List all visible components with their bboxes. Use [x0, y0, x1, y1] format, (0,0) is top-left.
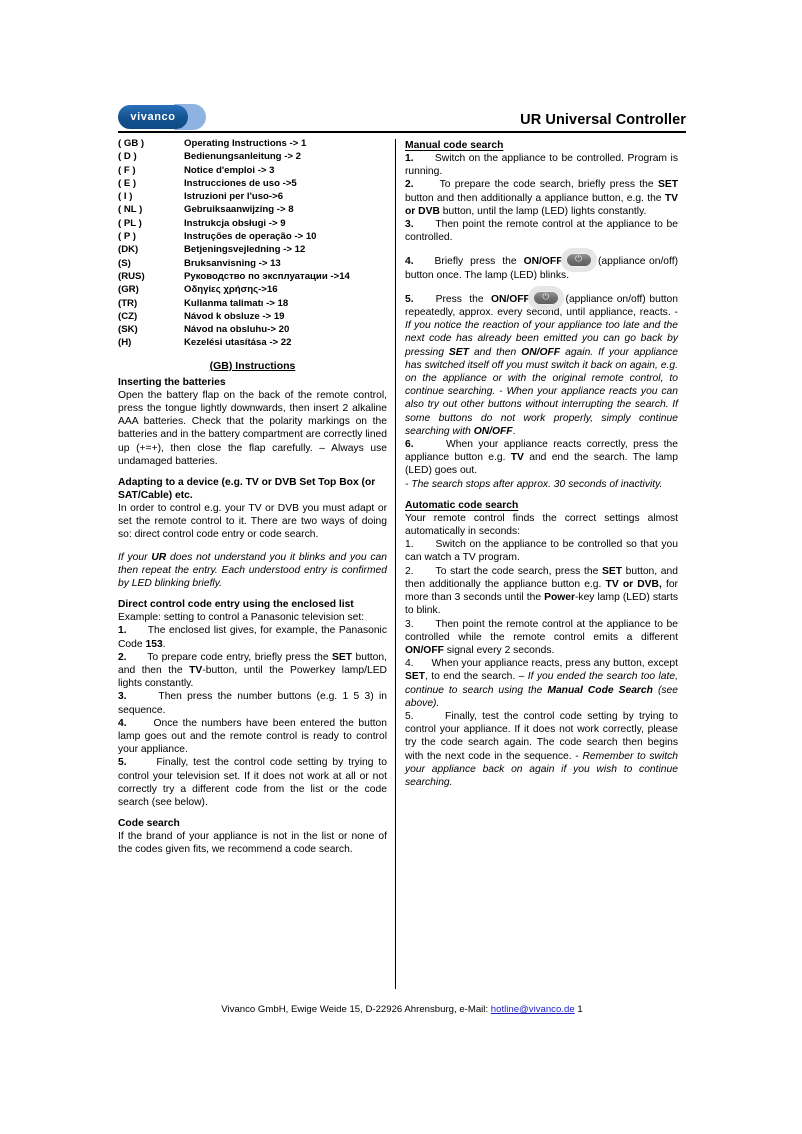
- paragraph-ur-blink-note: If your UR does not understand you it blinks and you can then repeat the entry. Each understood entry is confirmed by LED blinking briefly.: [118, 551, 387, 589]
- page-footer: [118, 1004, 686, 1016]
- paragraph-direct-step-2: 2. To prepare code entry, briefly press the SET button, and then the TV-button, until the Powerkey lamp/LED lights constantly.: [118, 651, 387, 690]
- language-code: ( GB ): [118, 138, 145, 149]
- language-title: Kullanma talimatı -> 18: [184, 297, 289, 309]
- page-header: [118, 98, 686, 133]
- footer-page-number: 1: [577, 1004, 583, 1015]
- language-code: ( PL ): [118, 217, 142, 229]
- language-title: Betjeningsvejledning -> 12: [184, 244, 306, 256]
- language-code: ( I ): [118, 191, 133, 203]
- paragraph-manual-step-5: 5. Press the ON/OFF ⏻ (appliance on/off) button repeatedly, approx. every second, until appliance, reacts. - If you notice the reaction of your appliance too late and the next code has already been emitted you can go back by pressing SET and then ON/OFF again. If your appliance has switched itself off you must switch it back on again, e.g. on the appliance or with the original remote control, to continue searching. - When your appliance reacts you can also try out other buttons without interrupting the search. If some buttons do not work properly, simply continue searching with ON/OFF.: [405, 291, 678, 438]
- language-title: Bedienungsanleitung -> 2: [184, 151, 302, 163]
- language-code: (TR): [118, 297, 138, 309]
- paragraph-automatic-step-1: 1. Switch on the appliance to be controlled so that you can watch a TV program.: [405, 539, 678, 564]
- document-page: [118, 98, 686, 989]
- language-title: Bruksanvisning -> 13: [184, 257, 281, 269]
- language-index-table: [118, 137, 387, 350]
- language-title: Instrucciones de uso ->5: [184, 177, 297, 189]
- paragraph-automatic-step-5: 5. Finally, test the control code setting by trying to control your appliance. If it does not work correctly, please try the code search again. The code search then begins with the next code in the sequence. - Remember to switch your appliance back on again if you wish to continue searching.: [405, 710, 679, 788]
- paragraph-direct-step-4: 4. Once the numbers have been entered the button lamp goes out and the remote control is ready to control your appliance.: [118, 717, 387, 756]
- heading-manual-code-search: [405, 139, 678, 152]
- language-code: (RUS): [118, 270, 145, 282]
- right-column: [396, 137, 678, 989]
- language-title: Návod k obsluze -> 19: [184, 310, 285, 322]
- table-row: [118, 270, 387, 283]
- language-code: (SK): [118, 324, 138, 336]
- table-row: [118, 230, 387, 243]
- logo-wordmark: vivanco: [130, 110, 176, 123]
- language-title: Instruções de operação -> 10: [184, 231, 317, 243]
- language-code: ( NL ): [118, 204, 143, 216]
- heading-manual-code-search-text: Manual code search: [405, 140, 504, 151]
- table-row: [118, 203, 387, 216]
- language-title: Instrukcja obsługi -> 9: [184, 217, 286, 229]
- language-code: ( E ): [118, 177, 137, 189]
- language-code: (H): [118, 337, 132, 349]
- table-row: [118, 336, 387, 349]
- language-title: Οδηγίες χρήσης->16: [184, 284, 278, 296]
- page-title: UR Universal Controller: [520, 112, 686, 128]
- paragraph-manual-step-6: 6. When your appliance reacts correctly, press the appliance button e.g. TV and end the search. The lamp (LED) goes out.: [405, 439, 678, 477]
- table-row: [118, 150, 387, 163]
- power-button-icon: [566, 253, 592, 267]
- heading-code-search: Code search: [118, 818, 180, 830]
- language-title: Návod na obsluhu-> 20: [184, 324, 290, 336]
- paragraph-code-search: If the brand of your appliance is not in the list or none of the codes given fits, we recommend a code search.: [118, 831, 387, 856]
- language-code: (S): [118, 257, 131, 269]
- table-row: [118, 190, 387, 203]
- table-row: [118, 323, 387, 336]
- vivanco-logo: [118, 104, 210, 130]
- paragraph-direct-step-5: 5. Finally, test the control code setting by trying to control your television set. If it does not work at all or not correctly try a different code from the list or the code search (see below).: [118, 757, 387, 809]
- language-title: Kezelési utasítása -> 22: [184, 337, 292, 349]
- gb-instructions-title-text: (GB) Instructions: [209, 359, 296, 372]
- power-button-icon: [533, 291, 559, 305]
- paragraph-manual-step-3: 3. Then point the remote control at the appliance to be controlled.: [405, 219, 678, 244]
- heading-inserting-batteries: Inserting the batteries: [118, 376, 226, 388]
- footer-company: Vivanco GmbH, Ewige Weide 15, D-22926 Ahrensburg, e-Mail:: [221, 1004, 489, 1015]
- table-row: [118, 283, 387, 296]
- language-code: ( P ): [118, 231, 136, 243]
- gb-instructions-title: [118, 360, 387, 372]
- paragraph-direct-step-1: 1. The enclosed list gives, for example, the Panasonic Code 153.: [118, 625, 387, 650]
- language-code: (DK): [118, 244, 139, 256]
- logo-badge: [118, 105, 188, 129]
- paragraph-adapting-device: In order to control e.g. your TV or DVB you must adapt or set the remote control to it. There are two ways of doing so: direct control code entry or code search.: [118, 502, 387, 541]
- language-code: (CZ): [118, 310, 138, 322]
- paragraph-automatic-intro: Your remote control finds the correct settings almost automatically in seconds:: [405, 512, 678, 538]
- language-title: Руководство по эксплуатации ->14: [184, 270, 350, 282]
- paragraph-automatic-step-3: 3. Then point the remote control at the appliance to be controlled while the remote control emits a different ON/OFF signal every 2 seconds.: [405, 618, 678, 656]
- table-row: [118, 243, 387, 256]
- paragraph-manual-step-1: 1. Switch on the appliance to be controlled. Program is running.: [405, 153, 678, 178]
- paragraph-manual-timeout-note: - The search stops after approx. 30 seconds of inactivity.: [405, 478, 663, 490]
- paragraph-automatic-step-2: 2. To start the code search, press the SET button, and then additionally the appliance button e.g. TV or DVB, for more than 3 seconds until the Power-key lamp (LED) starts to blink.: [405, 565, 678, 617]
- heading-automatic-code-search-text: Automatic code search: [405, 499, 519, 511]
- table-row: [118, 164, 387, 177]
- paragraph-inserting-batteries: Open the battery flap on the back of the remote control, press the tongue lightly downwards, then insert 2 alkaline AAA batteries. Check that the polarity markings on the batteries and in the battery compartment are correctly lined up (+=+), then close the flap carefully. – Always use undamaged batteries.: [118, 389, 387, 467]
- two-column-body: [118, 137, 686, 989]
- language-title: Gebruiksaanwijzing -> 8: [184, 204, 294, 216]
- language-title: Notice d'emploi -> 3: [184, 164, 275, 176]
- table-row: [118, 217, 387, 230]
- paragraph-direct-step-3: 3. Then press the number buttons (e.g. 1 5 3) in sequence.: [118, 691, 387, 716]
- language-code: ( F ): [118, 164, 136, 176]
- table-row: [118, 310, 387, 323]
- heading-direct-code-entry: Direct control code entry using the enclosed list: [118, 599, 354, 611]
- heading-adapting-device: Adapting to a device (e.g. TV or DVB Set Top Box (or SAT/Cable) etc.: [118, 476, 376, 501]
- language-code: ( D ): [118, 151, 137, 163]
- table-row: [118, 177, 387, 190]
- paragraph-direct-example-intro: Example: setting to control a Panasonic television set:: [118, 612, 365, 624]
- heading-automatic-code-search: [405, 499, 678, 512]
- paragraph-automatic-step-4: 4. When your appliance reacts, press any button, except SET, to end the search. – If you ended the search too late, continue to search using the Manual Code Search (see above).: [405, 658, 678, 709]
- footer-email-link[interactable]: hotline@vivanco.de: [490, 1004, 575, 1015]
- language-code: (GR): [118, 284, 139, 296]
- language-title: Operating Instructions -> 1: [184, 138, 307, 149]
- table-row: [118, 137, 387, 150]
- paragraph-manual-step-4: 4. Briefly press the ON/OFF ⏻ (appliance on/off) button once. The lamp (LED) blinks.: [405, 253, 678, 281]
- left-column: [118, 137, 395, 989]
- table-row: [118, 297, 387, 310]
- table-row: [118, 257, 387, 270]
- language-title: Istruzioni per l'uso->6: [184, 191, 284, 203]
- paragraph-manual-step-2: 2. To prepare the code search, briefly press the SET button and then additionally a appliance button, e.g. the TV or DVB button, until the lamp (LED) lights constantly.: [405, 179, 678, 217]
